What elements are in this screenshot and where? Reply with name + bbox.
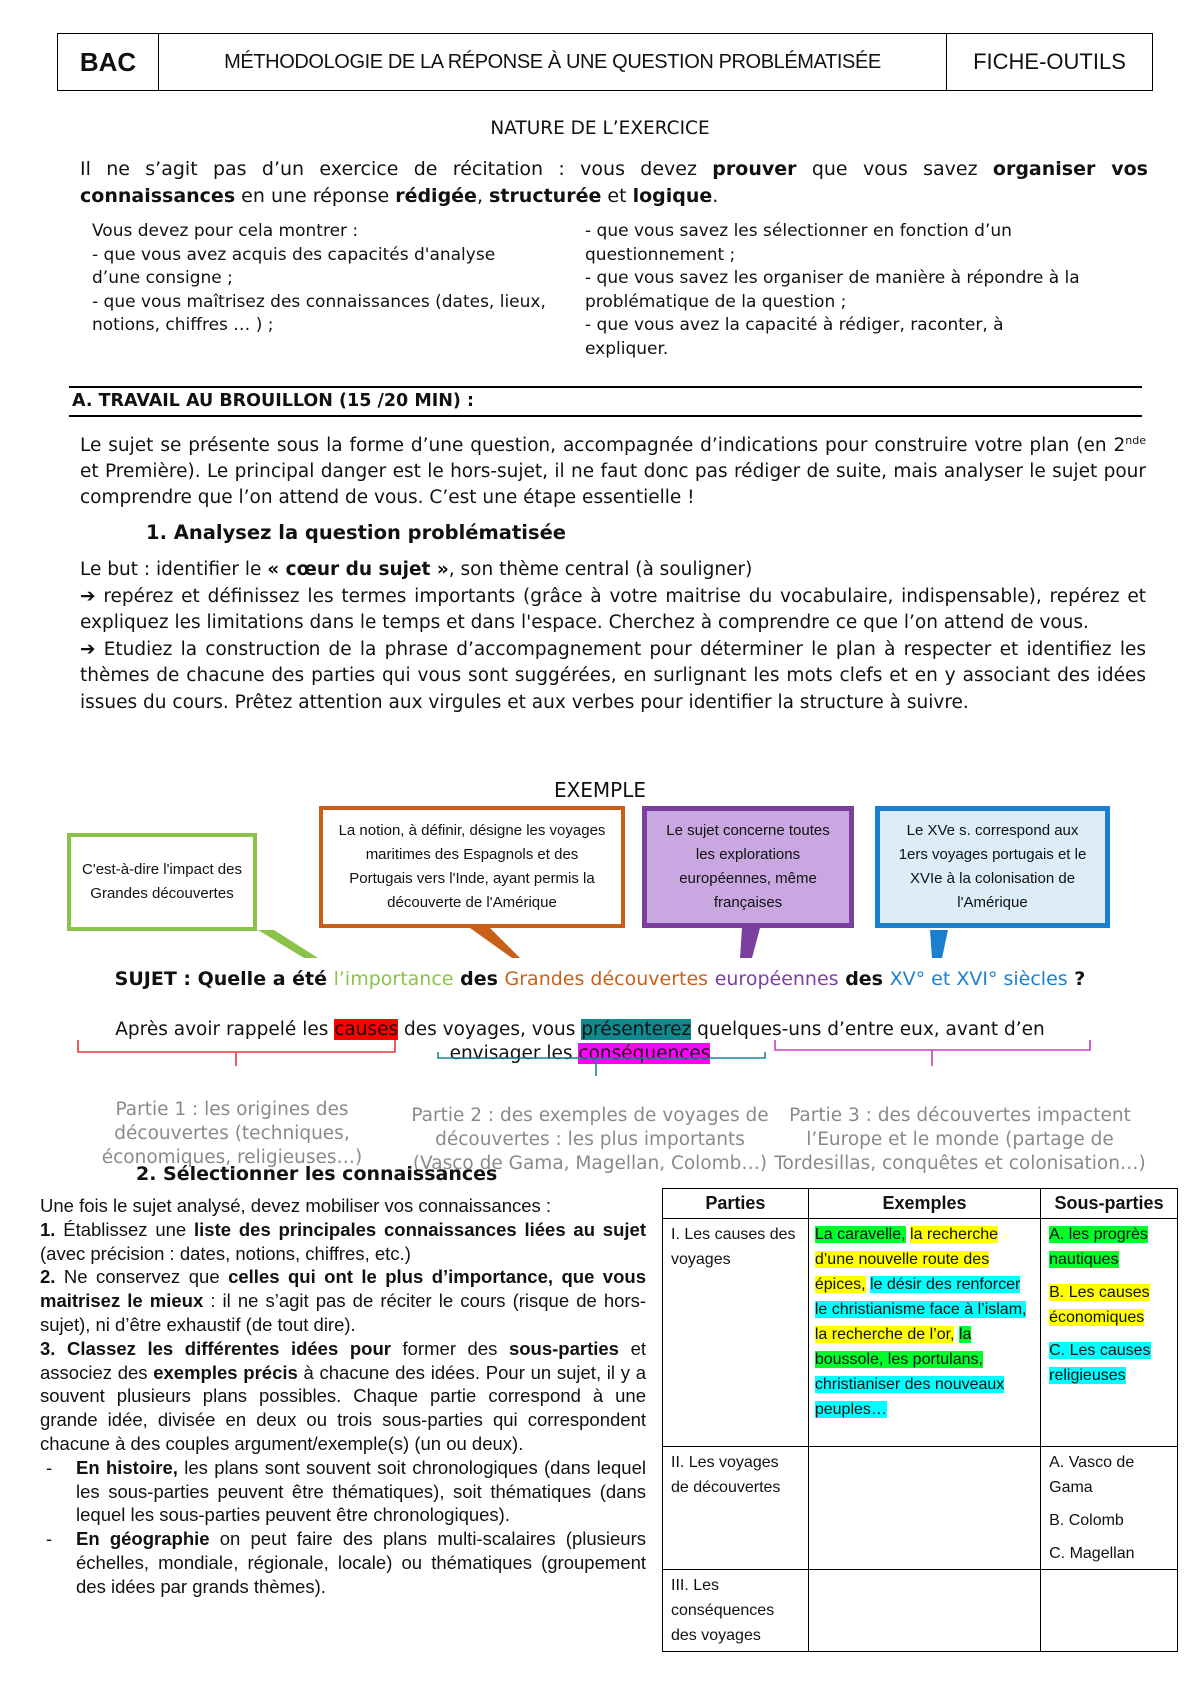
step2-title: 2. Sélectionner les connaissances <box>136 1163 498 1185</box>
superscript: nde <box>1125 434 1146 447</box>
brace-red <box>78 1040 395 1066</box>
divider <box>69 386 1142 388</box>
example-heading: EXEMPLE <box>553 778 647 802</box>
emph: rédigée <box>395 185 477 207</box>
column-header: Exemples <box>808 1189 1040 1219</box>
emph: prouver <box>712 158 797 180</box>
highlight-presenterez: présenterez <box>581 1019 692 1040</box>
text: et associez des <box>40 1337 646 1383</box>
num: 3. <box>40 1337 56 1359</box>
column-header: Sous-parties <box>1041 1189 1178 1219</box>
header-fiche-outils: FICHE-OUTILS <box>973 49 1126 74</box>
text: , son thème central (à souligner) <box>448 559 753 580</box>
emph: organiser vos connaissances <box>80 158 1148 207</box>
subject-line <box>60 968 1140 990</box>
column-header: Parties <box>663 1189 809 1219</box>
subject-importance: l’importance <box>333 968 454 990</box>
text: des <box>838 968 890 990</box>
tail-green <box>258 930 318 958</box>
table-cell-sous-parties <box>1041 1570 1178 1652</box>
list-item: Vous devez pour cela montrer : <box>92 221 359 241</box>
text: quelques-uns d’entre eux, avant d’en envisager les <box>449 1019 1045 1064</box>
brace-marks <box>0 1022 1200 1082</box>
header-title: MÉTHODOLOGIE DE LA RÉPONSE À UNE QUESTION PROBLÉMATISÉE <box>159 34 947 90</box>
subject-grandes-decouvertes: Grandes découvertes <box>504 968 709 990</box>
step2-item-2 <box>40 1265 646 1336</box>
bullet-dash: - <box>46 1528 53 1550</box>
plan-table <box>662 1188 1178 1652</box>
sub-part: B. Les causes économiques <box>1049 1284 1150 1326</box>
table-cell-sous-parties <box>1041 1219 1178 1447</box>
nature-col-left <box>92 220 547 338</box>
table-cell-partie: III. Les conséquences des voyages <box>663 1570 809 1652</box>
example-highlight: la boussole, les portulans, <box>814 1326 983 1368</box>
list-item: - que vous avez la capacité à rédiger, raconter, à expliquer. <box>585 315 1004 359</box>
callout-purple: Le sujet concerne toutes les explorations européennes, même françaises <box>642 806 854 928</box>
table-cell-partie: II. Les voyages de découvertes <box>663 1447 809 1570</box>
step2-item-1 <box>40 1218 646 1266</box>
highlight-causes: causes <box>334 1019 399 1040</box>
list-item: - que vous savez les sélectionner en fonction d’un questionnement ; <box>585 221 1012 265</box>
text: et Première). Le principal danger est le hors-sujet, il ne faut donc pas rédiger de suite, mais analyser le sujet pour comprendre que l’on attend de vous. C’est une étape essentielle ! <box>80 461 1146 509</box>
text: Le but : identifier le <box>80 559 268 580</box>
text: et <box>601 185 633 207</box>
emph: En géographie <box>76 1528 210 1550</box>
text: Le sujet se présente sous la forme d’une question, accompagnée d’indications pour construire votre plan (en 2 <box>80 435 1126 457</box>
subject-siecles: XV° et XVI° siècles <box>889 968 1068 990</box>
bullet-text <box>76 1456 646 1527</box>
header-bac: BAC <box>58 34 159 90</box>
part2-label: Partie 2 : des exemples de voyages de découvertes : les plus importants (Vasco de Gama, Magellan, Colomb…) <box>411 1105 769 1174</box>
section-a-heading: A. TRAVAIL AU BROUILLON (15 /20 MIN) : <box>72 391 474 411</box>
text: (avec précision : dates, notions, chiffres, etc.) <box>40 1242 411 1264</box>
sub-part: C. Magellan <box>1049 1545 1135 1562</box>
step2-intro: Une fois le sujet analysé, devez mobiliser vos connaissances : <box>40 1195 552 1216</box>
example-highlight: christianiser des nouveaux peuples… <box>814 1376 1005 1418</box>
emph: structurée <box>489 185 602 207</box>
nature-col-right <box>585 220 1085 361</box>
bullet-geographie <box>40 1527 646 1598</box>
arrow-item: ➔ repérez et définissez les termes importants (grâce à votre maitrise du vocabulaire, indispensable), repérez et expliquez les limitations dans le temps et dans l'espace. Cherchez à comprendre ce que l’on attend de vous. <box>80 585 1146 633</box>
example-highlight: la recherche d’une nouvelle route des épices, <box>814 1226 999 1293</box>
text: : il ne s’agit pas de réciter le cours (risque de hors-sujet), ni d’être exhaustif (de tout dire). <box>40 1290 646 1335</box>
text: former des <box>390 1337 509 1359</box>
subject-europeennes: européennes <box>714 968 839 990</box>
divider <box>69 415 1142 417</box>
table-row <box>663 1219 1178 1447</box>
part3-label: Partie 3 : des découvertes impactent l’Europe et le monde (partage de Tordesillas, conquêtes et colonisation…) <box>774 1105 1146 1174</box>
text: à chacune des idées. Pour un sujet, il y a souvent plusieurs plans possibles. Chaque partie correspond à une grande idée, divisée en deux ou trois sous-parties qui correspondent chacune à des couples argument/exemple(s) (un ou deux). <box>40 1361 646 1454</box>
text: des <box>453 968 505 990</box>
text: on peut faire des plans multi-scalaires (plusieurs échelles, mondiale, régionale, locale) ou thématiques (groupement des idées par grands thèmes). <box>76 1528 646 1597</box>
text: les plans sont souvent soit chronologiques (dans lequel les sous-parties peuvent être thématiques), soit thématiques (dans lequel les sous-parties peuvent être chronologiques). <box>76 1456 646 1526</box>
callout-orange: La notion, à définir, désigne les voyages maritimes des Espagnols et des Portugais vers l'Inde, ayant permis la découverte de l'Amérique <box>319 806 625 928</box>
emph: sous-parties <box>508 1337 619 1359</box>
emph: exemples précis <box>153 1361 298 1383</box>
text: Établissez une <box>55 1218 195 1240</box>
bullet-text <box>76 1527 646 1598</box>
tail-purple <box>740 928 760 958</box>
emph: logique <box>632 185 713 207</box>
emph: Classez les différentes idées pour <box>55 1337 391 1359</box>
step1-body <box>80 557 1146 716</box>
emph: « cœur du sujet » <box>267 559 449 580</box>
table-cell-exemples <box>808 1447 1040 1570</box>
nature-heading: NATURE DE L’EXERCICE <box>490 118 710 139</box>
step2-item-3 <box>40 1337 646 1456</box>
callout-green: C'est-à-dire l'impact des Grandes découvertes <box>67 833 257 931</box>
emph: En histoire, <box>76 1456 178 1478</box>
sub-part: A. les progrès nautiques <box>1049 1226 1148 1268</box>
header-bar <box>57 33 1153 91</box>
table-cell-exemples <box>808 1219 1040 1447</box>
table-row <box>663 1570 1178 1652</box>
callout-blue: Le XVe s. correspond aux 1ers voyages portugais et le XVIe à la colonisation de l'Amérique <box>875 806 1110 928</box>
text: SUJET : Quelle a été <box>114 968 334 990</box>
emph: liste des principales connaissances liées au sujet <box>194 1218 646 1240</box>
step1-title: 1. Analysez la question problématisée <box>146 521 567 544</box>
text: ? <box>1067 968 1086 990</box>
tail-orange <box>470 928 520 958</box>
step2-body <box>40 1194 646 1599</box>
example-highlight: le désir des renforcer le christianisme face à l’islam, <box>814 1276 1027 1318</box>
sub-part: C. Les causes religieuses <box>1049 1342 1151 1384</box>
sub-part: A. Vasco de Gama <box>1049 1454 1135 1496</box>
brace-magenta <box>775 1040 1090 1066</box>
text: , <box>476 185 490 207</box>
list-item: - que vous savez les organiser de manière à répondre à la problématique de la question ; <box>585 268 1080 312</box>
section-a-intro <box>80 428 1146 511</box>
num: 2. <box>40 1266 56 1288</box>
table-row <box>663 1447 1178 1570</box>
goal-line <box>80 557 1146 584</box>
part1-label: Partie 1 : les origines des découvertes (techniques, économiques, religieuses…) <box>101 1099 363 1168</box>
brace-teal <box>438 1052 765 1076</box>
text: des voyages, vous <box>398 1019 582 1040</box>
num: 1. <box>40 1218 56 1240</box>
sub-part: B. Colomb <box>1049 1512 1124 1529</box>
table-header-row <box>663 1189 1178 1219</box>
table-cell-sous-parties <box>1041 1447 1178 1570</box>
text: . <box>712 185 719 207</box>
highlight-consequences: conséquences <box>578 1043 711 1064</box>
table-cell-exemples <box>808 1570 1040 1652</box>
emph: celles qui ont le plus d’importance, que vous maitrisez le mieux <box>40 1266 646 1312</box>
bullet-histoire <box>40 1456 646 1527</box>
text <box>708 968 715 990</box>
bullet-dash: - <box>46 1456 53 1478</box>
arrow-item: ➔ Etudiez la construction de la phrase d’accompagnement pour déterminer le plan à respecter et identifiez les thèmes de chacune des parties qui vous sont suggérées, en surlignant les mots clefs et en y associant des idées issues du cours. Prêtez attention aux virgules et aux verbes pour identifier la structure à suivre. <box>80 638 1146 713</box>
list-item: - que vous avez acquis des capacités d'analyse d’une consigne ; <box>92 244 496 288</box>
example-highlight: la recherche de l’or, <box>814 1326 955 1343</box>
text: en une réponse <box>235 185 396 207</box>
text: Après avoir rappelé les <box>115 1019 335 1040</box>
text: Ne conservez que <box>55 1266 229 1288</box>
tail-blue <box>930 930 948 958</box>
text: Il ne s’agit pas d’un exercice de récitation : vous devez <box>80 158 713 180</box>
table-cell-partie: I. Les causes des voyages <box>663 1219 809 1447</box>
text: que vous savez <box>796 158 993 180</box>
example-highlight: La caravelle, <box>814 1226 906 1243</box>
list-item: - que vous maîtrisez des connaissances (dates, lieux, notions, chiffres … ) ; <box>92 291 546 335</box>
nature-paragraph <box>80 156 1148 210</box>
